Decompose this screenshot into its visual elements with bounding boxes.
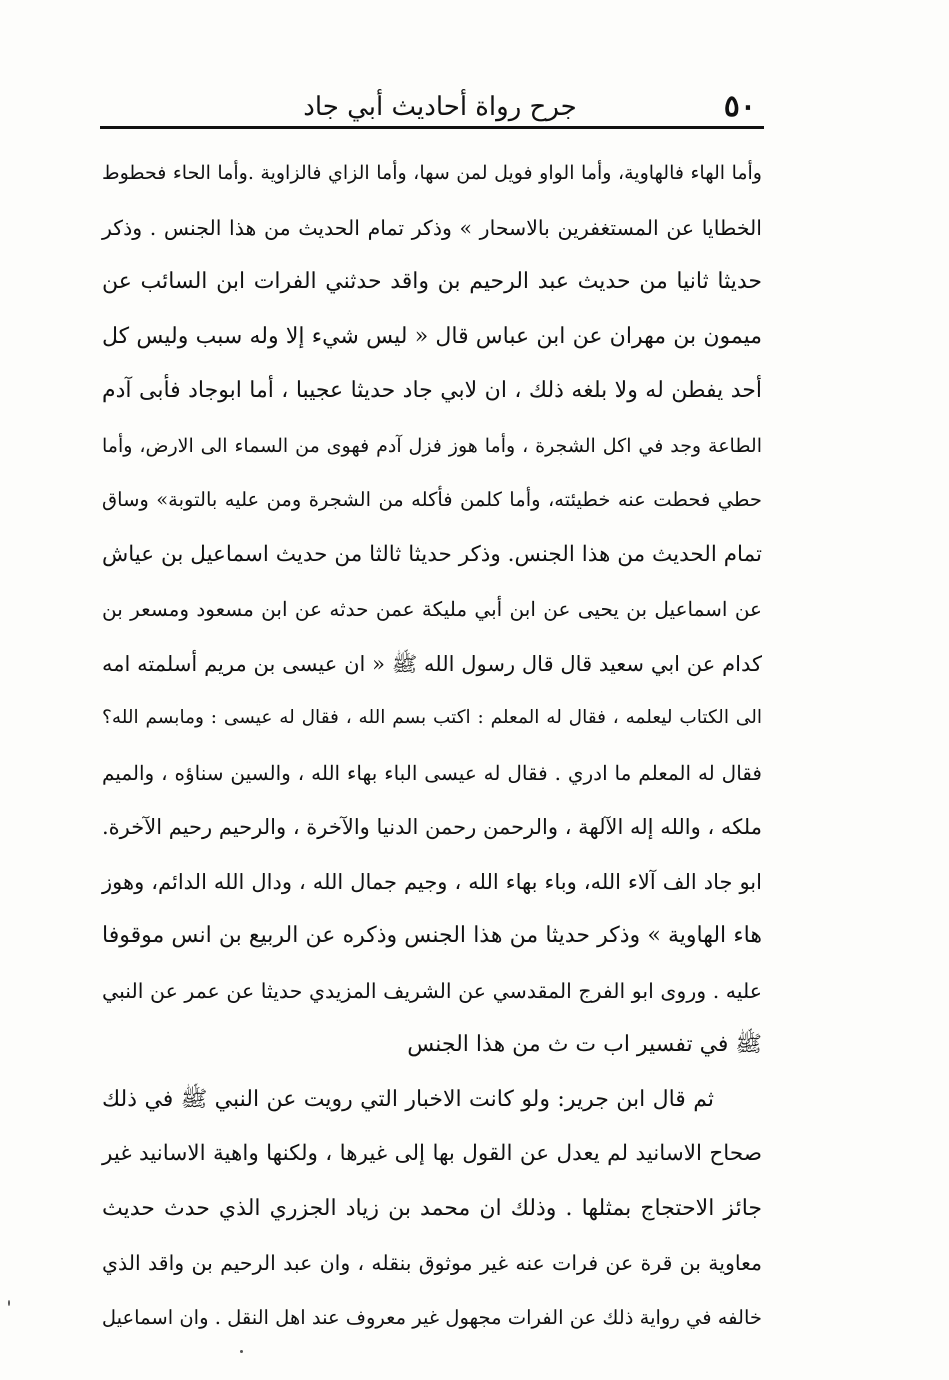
text-line: أحد يفطن له ولا بلغه ذلك ، ان لابي جاد حديثا عجيبا ، أما ابوجاد فأبى آدم: [102, 378, 762, 403]
body-text: [101, 146, 762, 1329]
page-number: ٥٠: [723, 89, 756, 124]
text-line-paragraph-start: ثم قال ابن جرير: ولو كانت الاخبار التي رويت عن النبي ﷺ في ذلك: [102, 1086, 714, 1112]
scan-speck: [8, 1300, 10, 1306]
text-line: فقال له المعلم ما ادري . فقال له عيسى الباء بهاء الله ، والسين سناؤه ، والميم: [102, 760, 762, 785]
text-line: حطي فحطت عنه خطيئته، وأما كلمن فأكله من الشجرة ومن عليه بالتوبة» وساق: [102, 488, 762, 511]
text-line: جائز الاحتجاج بمثلها . وذلك ان محمد بن زياد الجزري الذي حدث حديث: [102, 1195, 762, 1221]
text-line: عن اسماعيل بن يحيى عن ابن أبي مليكة عمن حدثه عن ابن مسعود ومسعر بن: [102, 597, 762, 621]
text-line: عليه . وروى ابو الفرج المقدسي عن الشريف المزيدي حديثا عن عمر عن النبي: [102, 978, 762, 1003]
text-line: الى الكتاب ليعلمه ، فقال له المعلم : اكتب بسم الله ، فقال له عيسى : ومابسم الله؟: [102, 707, 762, 728]
text-line: وأما الهاء فالهاوية، وأما الواو فويل لمن سها، وأما الزاي فالزاوية .وأما الحاء فحطوط: [102, 162, 762, 184]
text-line-paragraph-end: ﷺ في تفسير اب ت ث من هذا الجنس: [407, 1032, 762, 1057]
text-line: هاء الهاوية » وذكر حديثا من هذا الجنس وذكره عن الربيع بن انس موقوفا: [102, 923, 762, 948]
text-line: كدام عن ابي سعيد قال قال رسول الله ﷺ « ان عيسى بن مريم أسلمته امه: [102, 651, 762, 676]
text-line: معاوية بن قرة عن فرات عنه غير موثوق بنقله ، وان عبد الرحيم بن واقد الذي: [102, 1251, 762, 1275]
text-line: ابو جاد الف آلاء الله، وباء بهاء الله ، وجيم جمال الله ، ودال الله الدائم، وهوز: [102, 869, 762, 894]
running-head: [100, 84, 756, 130]
text-line: ملكه ، والله إله الآلهة ، والرحمن رحمن الدنيا والآخرة ، والرحيم رحيم الآخرة.: [102, 815, 762, 839]
text-line: صحاح الاسانيد لم يعدل عن القول بها إلى غيرها ، ولكنها واهية الاسانيد غير: [102, 1141, 762, 1166]
text-line: تمام الحديث من هذا الجنس. وذكر حديثا ثالثا من حديث اسماعيل بن عياش: [102, 541, 762, 567]
running-head-title: جرح رواة أحاديث أبي جاد: [303, 92, 577, 122]
text-line: حديثا ثانيا من حديث عبد الرحيم بن واقد حدثني الفرات ابن السائب عن: [102, 269, 762, 294]
text-line: ميمون بن مهران عن ابن عباس قال « ليس شيء إلا وله سبب وليس كل: [102, 323, 762, 349]
text-line: الطاعة وجد في اكل الشجرة ، وأما هوز فزل آدم فهوى من السماء الى الارض، وأما: [102, 434, 762, 457]
scan-speck: [240, 1350, 243, 1353]
header-rule: [100, 126, 764, 129]
text-line: خالفه في رواية ذلك عن الفرات مجهول غير معروف عند اهل النقل . وان اسماعيل: [101, 1305, 762, 1329]
text-line: الخطايا عن المستغفرين بالاسحار » وذكر تمام الحديث من هذا الجنس . وذكر: [102, 215, 762, 240]
